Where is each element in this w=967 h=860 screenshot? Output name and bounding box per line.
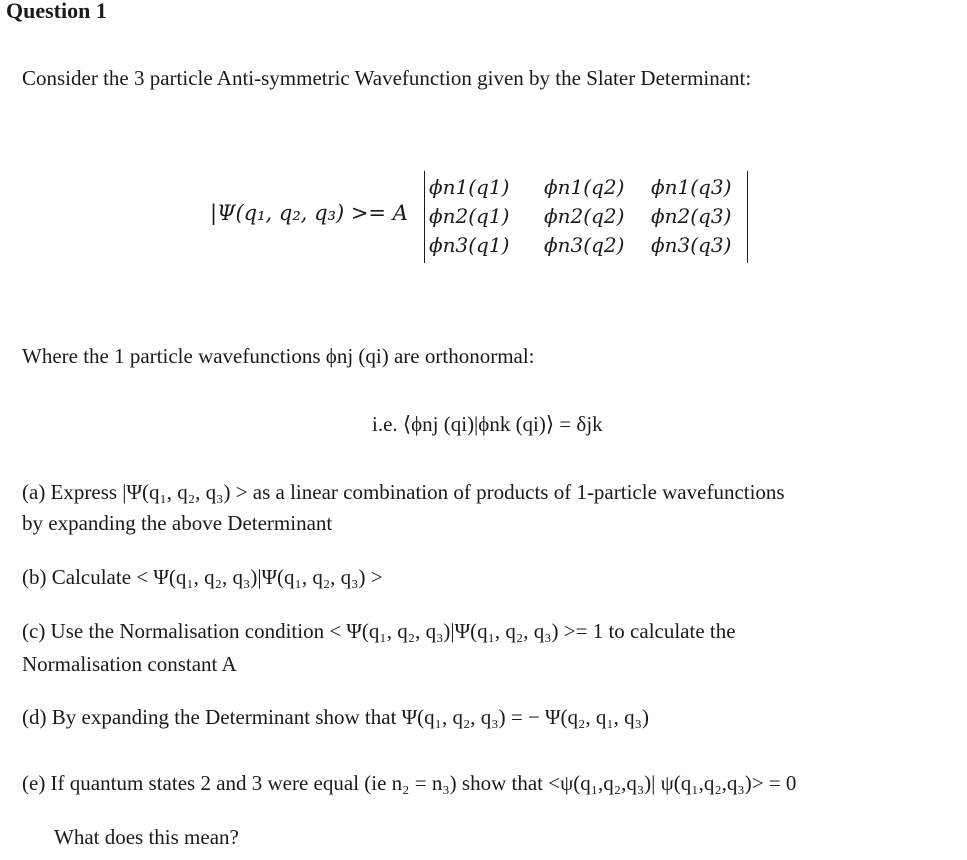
determinant-cell: ϕn2(q3): [651, 204, 732, 228]
part-c-line1: (c) Use the Normalisation condition < Ψ(q₁, q₂, q₃)|Ψ(q₁, q₂, q₃) >= 1 to calculate the: [22, 619, 736, 643]
orthonormal-text: Where the 1 particle wavefunctions ϕnj (qi) are orthonormal:: [22, 344, 535, 368]
determinant-lhs: |Ψ(q₁, q₂, q₃) >= A: [210, 201, 408, 225]
part-c-line2: Normalisation constant A: [22, 652, 237, 676]
determinant-cell: ϕn2(q2): [544, 204, 625, 228]
determinant-cell: ϕn1(q2): [544, 175, 625, 199]
part-e: (e) If quantum states 2 and 3 were equal (ie n₂ = n₃) show that <ψ(q₁,q₂,q₃)| ψ(q₁,q₂,q₃)> = 0: [22, 771, 797, 795]
determinant-cell: ϕn3(q3): [651, 233, 732, 257]
orthonormal-equation: i.e. ⟨ϕnj (qi)|ϕnk (qi)⟩ = δjk: [372, 412, 603, 436]
question-title: Question 1: [6, 0, 107, 23]
determinant-cell: ϕn1(q1): [429, 175, 510, 199]
determinant-cell: ϕn1(q3): [651, 175, 732, 199]
part-a-line1: (a) Express |Ψ(q₁, q₂, q₃) > as a linear combination of products of 1-particle wavefunctions: [22, 480, 785, 504]
determinant-cell: ϕn3(q2): [544, 233, 625, 257]
determinant-cell: ϕn3(q1): [429, 233, 510, 257]
part-e-followup: What does this mean?: [54, 825, 239, 849]
part-b: (b) Calculate < Ψ(q₁, q₂, q₃)|Ψ(q₁, q₂, q₃) >: [22, 565, 383, 589]
determinant-cell: ϕn2(q1): [429, 204, 510, 228]
part-a-line2: by expanding the above Determinant: [22, 511, 333, 535]
part-d: (d) By expanding the Determinant show that Ψ(q₁, q₂, q₃) = − Ψ(q₂, q₁, q₃): [22, 705, 649, 729]
slater-determinant: [424, 171, 748, 263]
intro-text: Consider the 3 particle Anti-symmetric Wavefunction given by the Slater Determinant:: [22, 66, 752, 90]
